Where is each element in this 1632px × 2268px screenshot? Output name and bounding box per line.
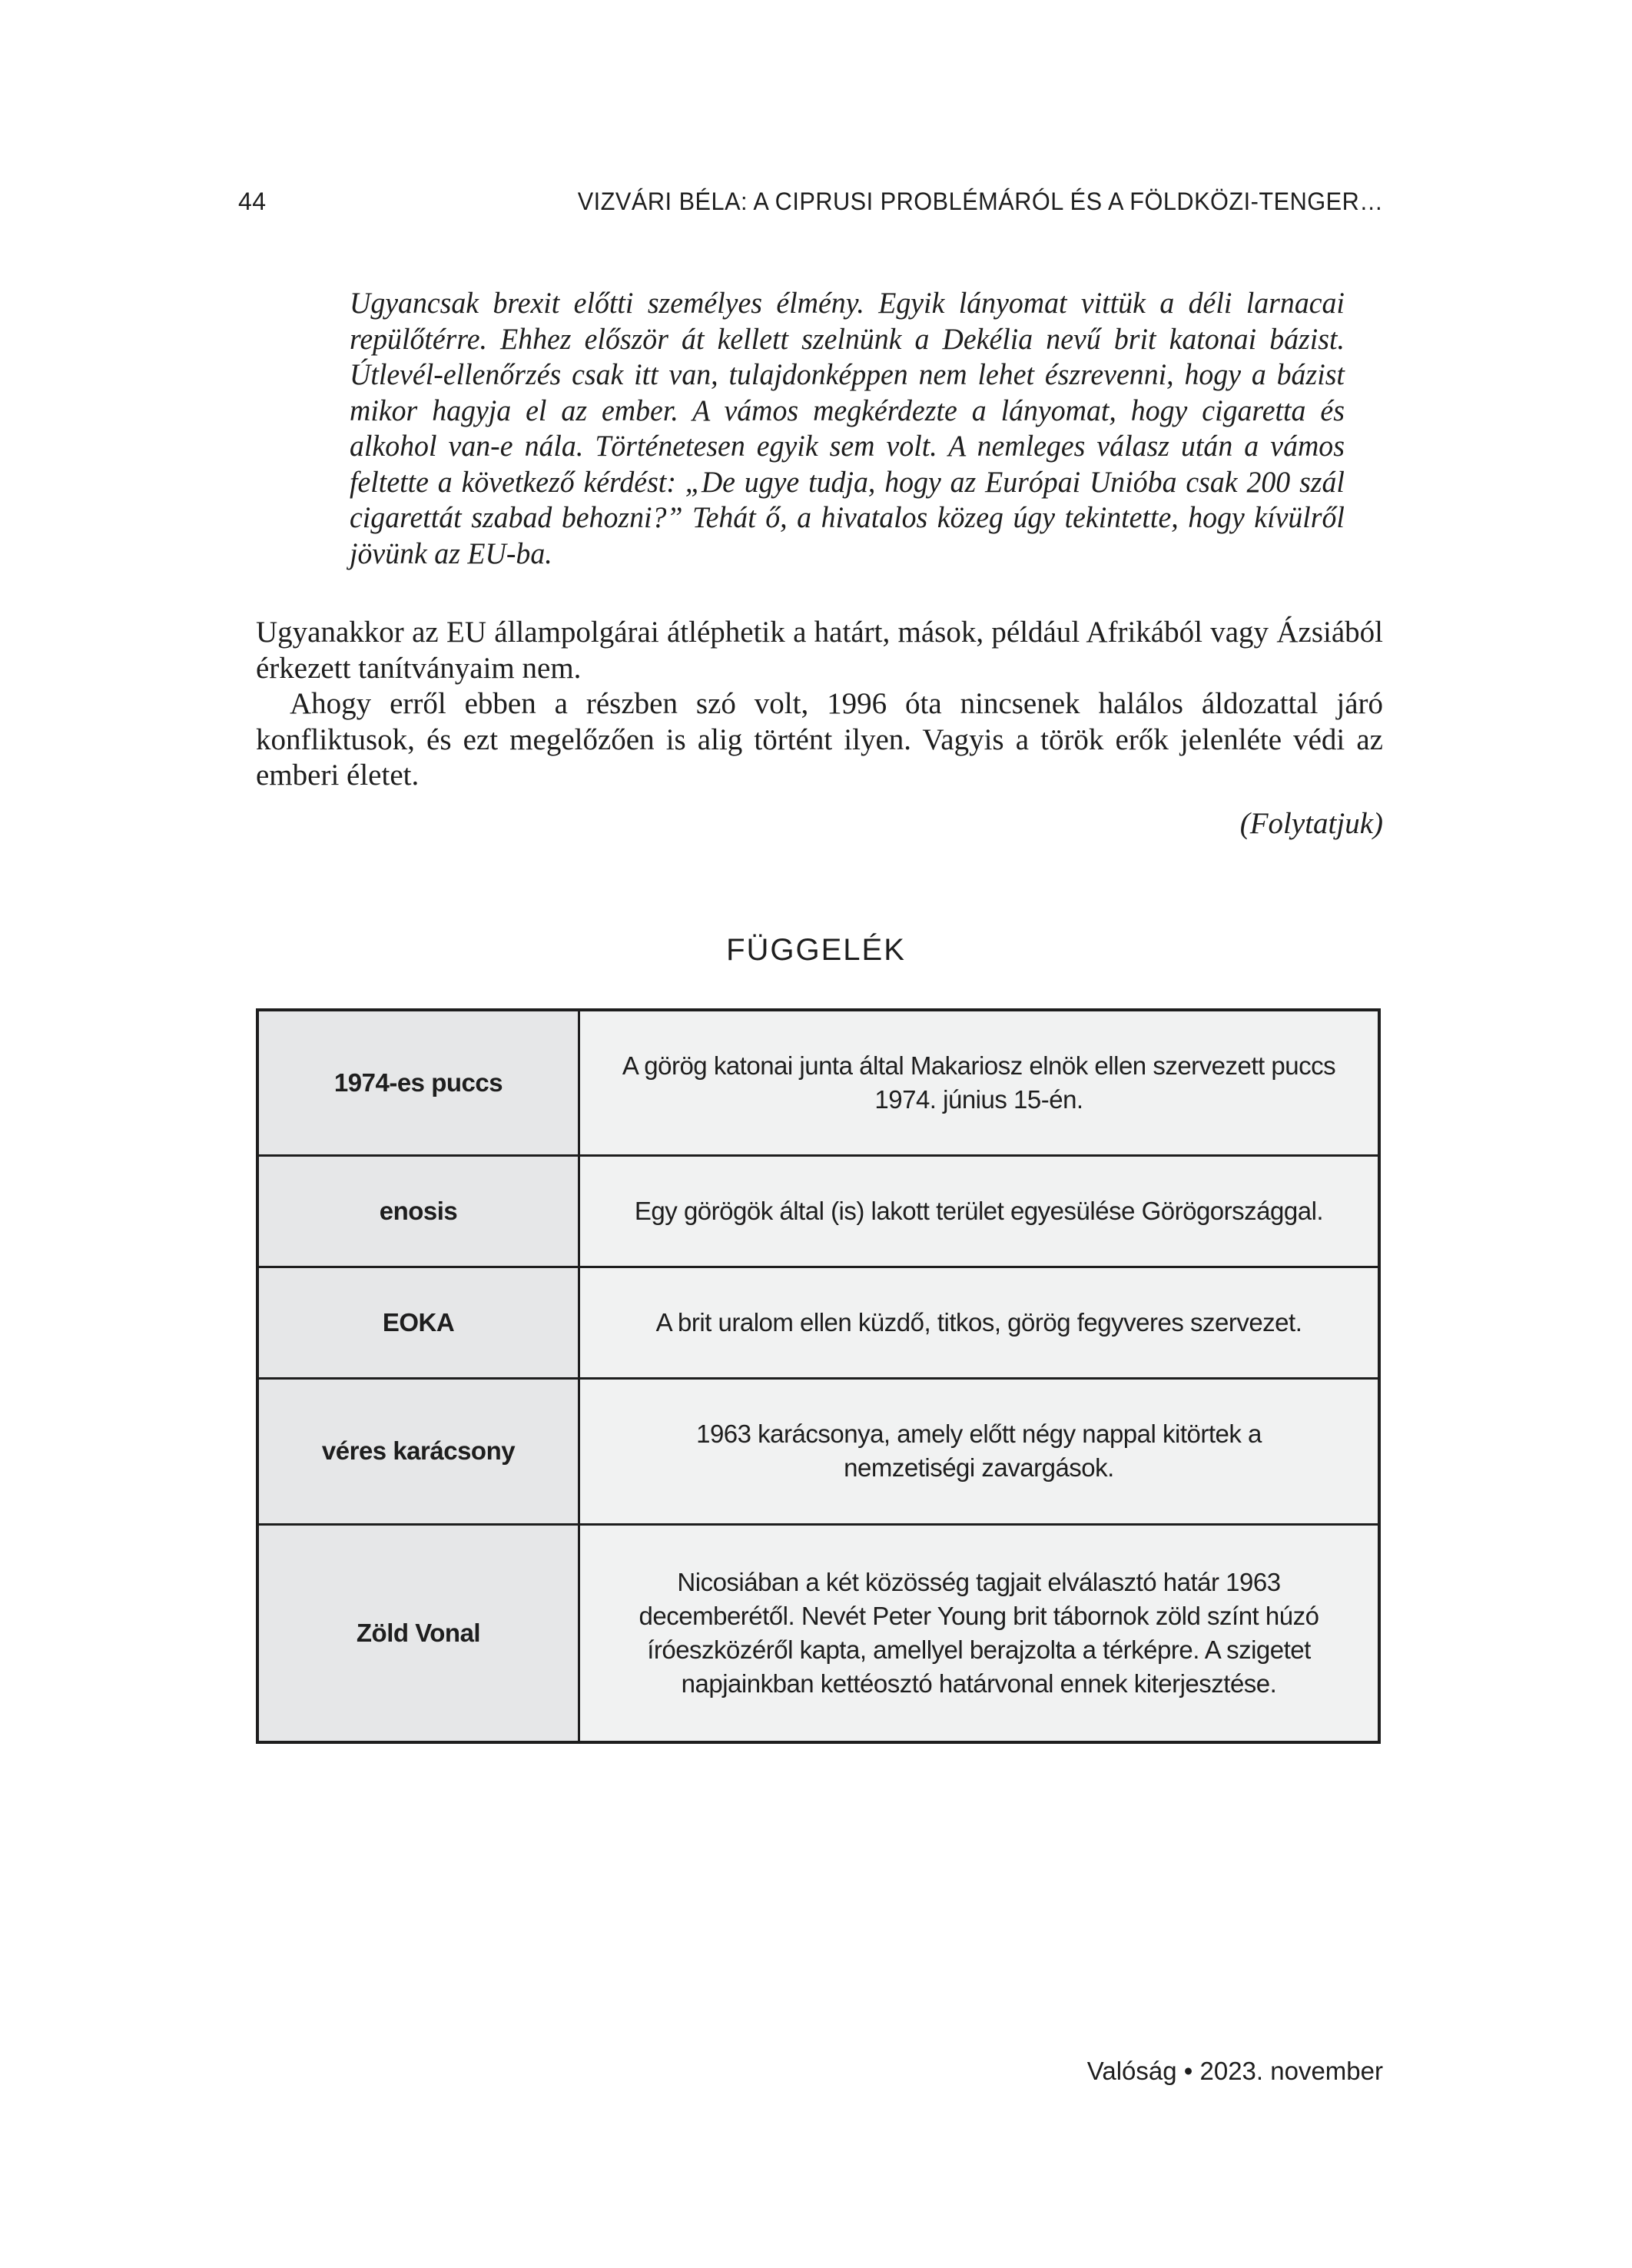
table-row bbox=[257, 1524, 1379, 1742]
definition-cell: A görög katonai junta által Makariosz elnök ellen szervezett puccs 1974. június 15-én. bbox=[579, 1010, 1380, 1155]
paragraph: Ugyanakkor az EU állampolgárai átléphetik a határt, mások, például Afrikából vagy Ázsiából érkezett tanítványaim nem. bbox=[256, 616, 1383, 685]
term-cell: 1974-es puccs bbox=[257, 1010, 579, 1155]
running-title: VIZVÁRI BÉLA: A CIPRUSI PROBLÉMÁRÓL ÉS A FÖLDKÖZI-TENGER… bbox=[577, 188, 1383, 215]
glossary-table bbox=[256, 1008, 1381, 1744]
definition-cell: Egy görögök által (is) lakott terület egyesülése Görögországgal. bbox=[579, 1155, 1380, 1267]
appendix-title: FÜGGELÉK bbox=[726, 933, 906, 967]
term-cell: Zöld Vonal bbox=[257, 1524, 579, 1742]
main-text bbox=[256, 615, 1383, 794]
term-cell: véres karácsony bbox=[257, 1378, 579, 1524]
running-header bbox=[238, 188, 1383, 226]
page-number: 44 bbox=[238, 188, 267, 215]
term-cell: EOKA bbox=[257, 1267, 579, 1378]
table-row bbox=[257, 1010, 1379, 1155]
table-row bbox=[257, 1378, 1379, 1524]
definition-cell: A brit uralom ellen küzdő, titkos, görög fegyveres szervezet. bbox=[579, 1267, 1380, 1378]
quote-block: Ugyancsak brexit előtti személyes élmény. Egyik lányomat vittük a déli larnacai repülőtérre. Ehhez először át kellett szelnünk a Dekélia nevű brit katonai bázist. Útlevél-ellenőrzés csak itt van, tulajdonképpen nem lehet észrevenni, hogy a bázist mikor hagyja el az ember. A vámos megkérdezte a lányomat, hogy cigaretta és alkohol van-e nála. Történetesen egyik sem volt. A nemleges válasz után a vámos feltette a következő kérdést: „De ugye tudja, hogy az Európai Unióba csak 200 szál cigarettát szabad behozni?” Tehát ő, a hivatalos közeg úgy tekintette, hogy kívülről jövünk az EU-ba. bbox=[350, 287, 1345, 570]
term-cell: enosis bbox=[257, 1155, 579, 1267]
footer-issue: Valóság • 2023. november bbox=[1086, 2057, 1383, 2085]
definition-cell: Nicosiában a két közösség tagjait elválasztó határ 1963 decemberétől. Nevét Peter Young brit tábornok zöld színt húzó íróeszközéről kapta, amellyel berajzolta a térképre. A szigetet napjainkban kettéosztó határvonal ennek kiterjesztése. bbox=[579, 1524, 1380, 1742]
paragraph: Ahogy erről ebben a részben szó volt, 1996 óta nincsenek halálos áldozattal járó konfliktusok, és ezt megelőzően is alig történt ilyen. Vagyis a török erők jelenléte védi az emberi életet. bbox=[256, 687, 1383, 792]
table-row bbox=[257, 1267, 1379, 1378]
definition-cell: 1963 karácsonya, amely előtt négy nappal kitörtek a nemzetiségi zavargások. bbox=[579, 1378, 1380, 1524]
table-row bbox=[257, 1155, 1379, 1267]
continued-note: (Folytatjuk) bbox=[1239, 807, 1383, 840]
